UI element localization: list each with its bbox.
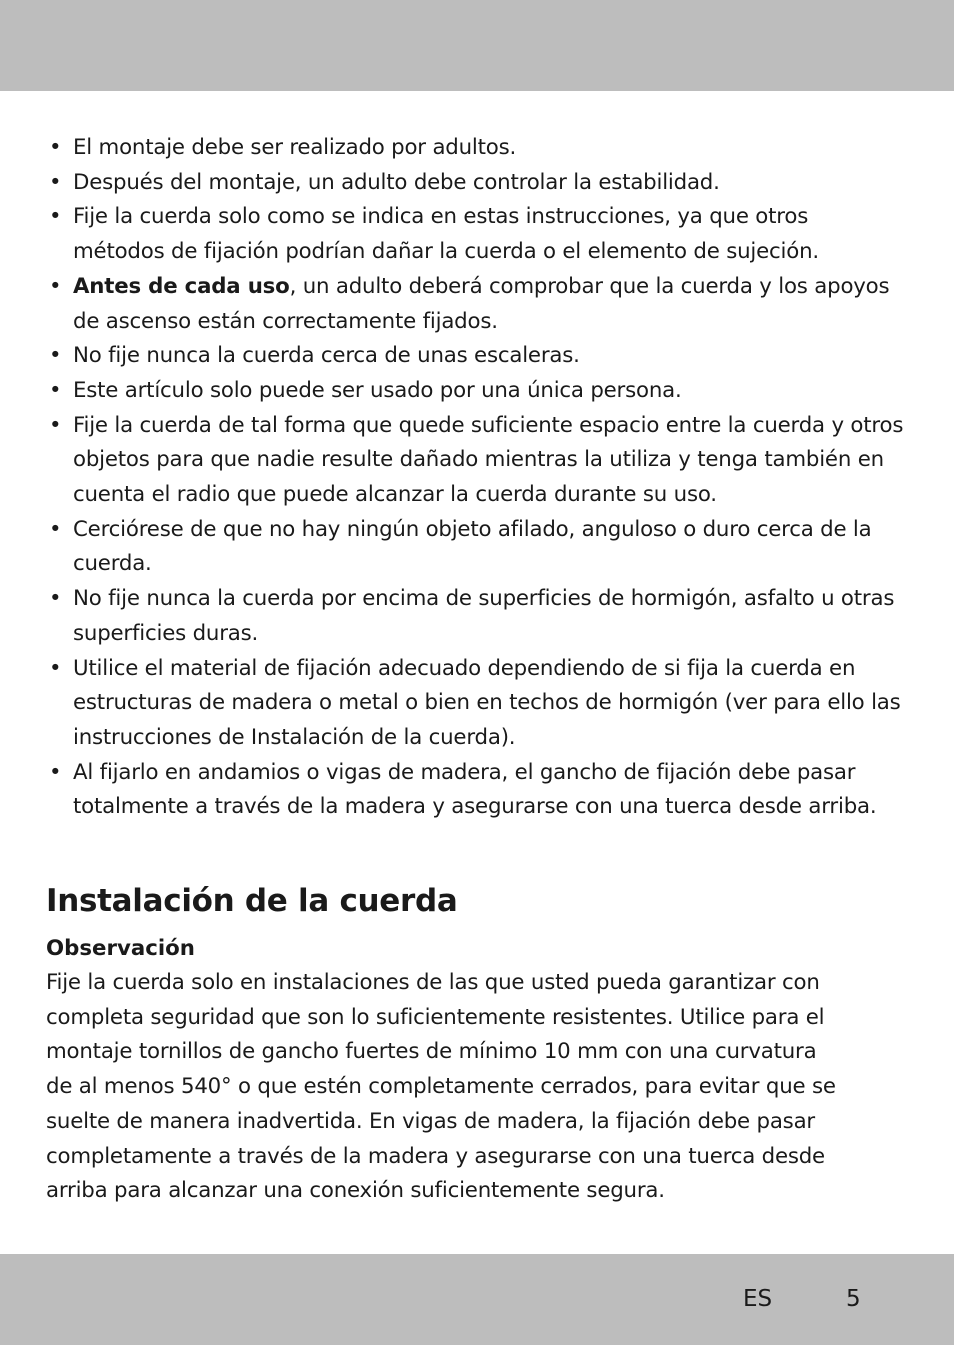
bullet-icon: • [49,343,62,369]
list-item: • Este artículo solo puede ser usado por una única persona. [46,374,906,409]
bullet-icon: • [49,377,62,403]
bullet-icon: • [49,135,62,160]
paragraph-line: arriba para alcanzar una conexión suficientemente segura. [46,1178,665,1204]
safety-bullet-list [46,131,906,825]
page-number: 5 [846,1286,861,1312]
list-item: • Fije la cuerda de tal forma que quede suficiente espacio entre la cuerda y otros objetos para que nadie resulte dañado mientras la utiliza y tenga también en cuenta el radio que puede alcanzar la cuerda durante su uso. [46,409,906,513]
list-item: • Antes de cada uso, un adulto deberá comprobar que la cuerda y los apoyos de ascenso están correctamente fijados. [46,270,906,339]
paragraph-line: Fije la cuerda solo en instalaciones de las que usted pueda garantizar con [46,970,820,995]
list-item: • Después del montaje, un adulto debe controlar la estabilidad. [46,166,906,201]
list-item: • No fije nunca la cuerda cerca de unas escaleras. [46,339,906,374]
list-item: • Cerciórese de que no hay ningún objeto afilado, anguloso o duro cerca de la cuerda. [46,513,906,582]
bullet-icon: • [49,273,62,299]
bullet-icon: • [49,586,62,612]
bullet-icon: • [49,655,62,681]
list-item: • Fije la cuerda solo como se indica en estas instrucciones, ya que otros métodos de fijación podrían dañar la cuerda o el elemento de sujeción. [46,200,906,269]
note-paragraph [46,966,906,1209]
list-item: • Utilice el material de fijación adecuado dependiendo de si fija la cuerda en estructuras de madera o metal o bien en techos de hormigón (ver para ello las instrucciones de Instalación de la cuerda). [46,652,906,756]
paragraph-line: montaje tornillos de gancho fuertes de mínimo 10 mm con una curvatura [46,1039,817,1065]
section-title: Instalación de la cuerda [46,883,458,919]
paragraph-line: completamente a través de la madera y asegurarse con una tuerca desde [46,1143,825,1169]
bullet-icon: • [49,516,62,542]
paragraph-line: suelte de manera inadvertida. En vigas de madera, la fijación debe pasar [46,1108,815,1134]
bullet-icon: • [49,412,62,438]
list-item: • El montaje debe ser realizado por adultos. [46,131,906,166]
note-heading: Observación [46,936,195,961]
footer-bar [0,1254,954,1345]
language-code: ES [743,1286,773,1312]
bullet-icon: • [49,759,62,785]
list-item: • No fije nunca la cuerda por encima de superficies de hormigón, asfalto u otras superficies duras. [46,582,906,651]
bullet-icon: • [49,204,62,230]
header-bar [0,0,954,91]
paragraph-line: completa seguridad que son lo suficientemente resistentes. Utilice para el [46,1004,825,1030]
list-item: • Al fijarlo en andamios o vigas de madera, el gancho de fijación debe pasar totalmente a través de la madera y asegurarse con una tuerca desde arriba. [46,756,906,825]
bullet-icon: • [49,169,62,195]
paragraph-line: de al menos 540° o que estén completamente cerrados, para evitar que se [46,1074,836,1100]
emphasis-text: Antes de cada uso [73,273,290,299]
